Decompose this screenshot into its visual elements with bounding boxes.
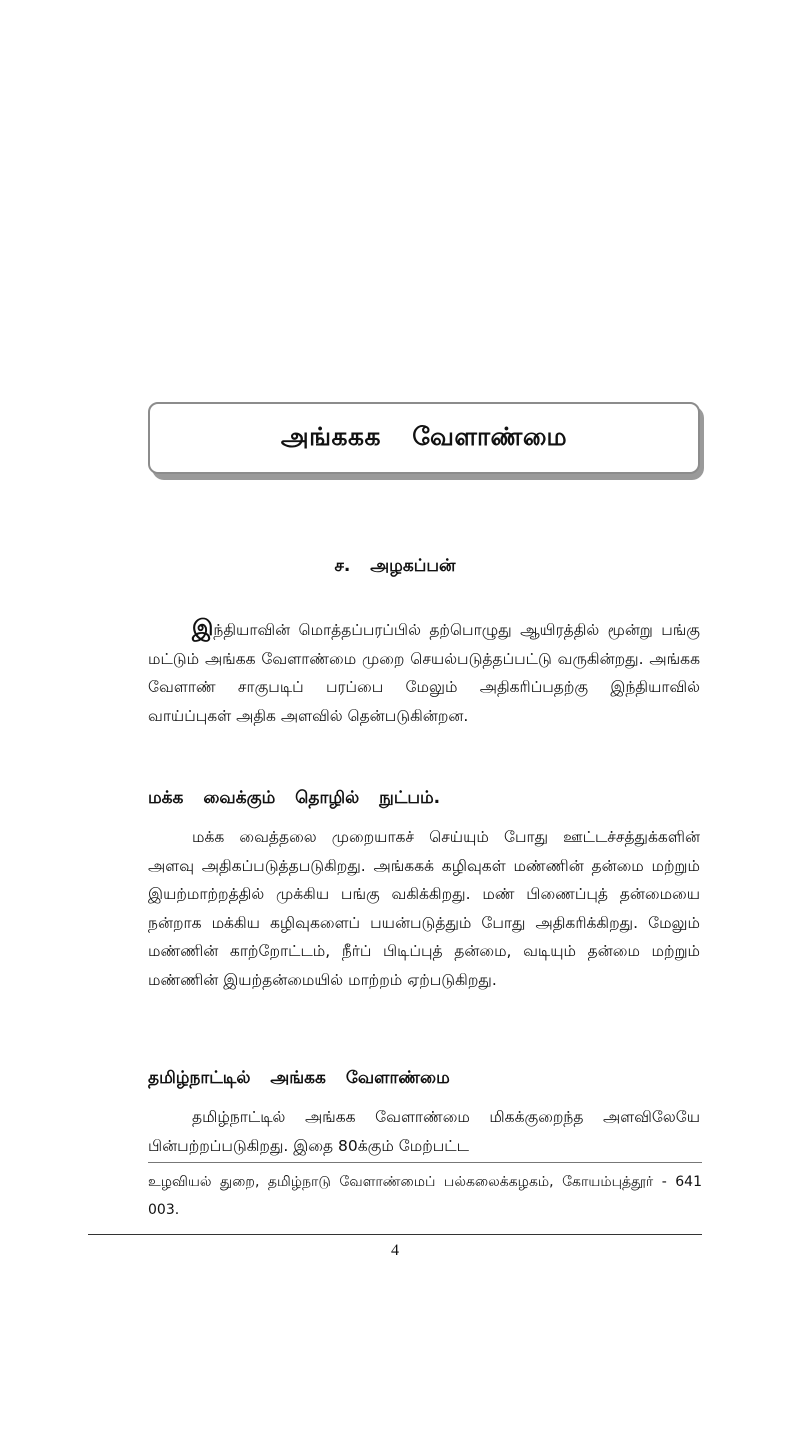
section-heading-composting: மக்க வைக்கும் தொழில் நுட்பம். <box>148 788 441 808</box>
title-box <box>148 402 700 474</box>
section-paragraph-tamilnadu: தமிழ்நாட்டில் அங்கக வேளாண்மை மிகக்குறைந்த அளவிலேயே பின்பற்றப்படுகிறது. இதை 80க்கும் மேற்பட்ட <box>148 1108 700 1155</box>
section-heading-tamilnadu: தமிழ்நாட்டில் அங்கக வேளாண்மை <box>148 1068 450 1088</box>
intro-text: ந்தியாவின் மொத்தப்பரப்பில் தற்பொழுது ஆயிரத்தில் மூன்று பங்கு மட்டும் அங்கக வேளாண்மை முறை செயல்படுத்தப்பட்டு வருகின்றது. அங்கக வேளாண் சாகுபடிப் பரப்பை மேலும் அதிகரிப்பதற்கு இந்தியாவில் வாய்ப்புகள் அதிக அளவில் தென்படுகின்றன. <box>148 621 700 725</box>
section-paragraph-composting: மக்க வைத்தலை முறையாகச் செய்யும் போது ஊட்டச்சத்துக்களின் அளவு அதிகப்படுத்தபடுகிறது. அங்ககக் கழிவுகள் மண்ணின் தன்மை மற்றும் இயற்மாற்றத்தில் முக்கிய பங்கு வகிக்கிறது. மண் பிணைப்புத் தன்மையை நன்றாக மக்கிய கழிவுகளைப் பயன்படுத்தும் போது அதிகரிக்கிறது. மேலும் மண்ணின் காற்றோட்டம், நீர்ப் பிடிப்புத் தன்மை, வடியும் தன்மை மற்றும் மண்ணின் இயற்தன்மையில் மாற்றம் ஏற்படுகிறது. <box>148 828 700 989</box>
title-banner <box>148 402 700 474</box>
page-number: 4 <box>391 1242 399 1259</box>
intro-paragraph <box>148 615 700 730</box>
footnote-divider <box>148 1162 702 1163</box>
author-name: ச. அழகப்பன் <box>334 556 456 576</box>
page-footer-divider <box>88 1234 702 1235</box>
article-title: அங்ககக வேளாண்மை <box>280 421 568 451</box>
drop-cap: இ <box>192 616 214 641</box>
author-affiliation-footnote: உழவியல் துறை, தமிழ்நாடு வேளாண்மைப் பல்கலைக்கழகம், கோயம்புத்தூர் - 641 003. <box>148 1174 702 1218</box>
